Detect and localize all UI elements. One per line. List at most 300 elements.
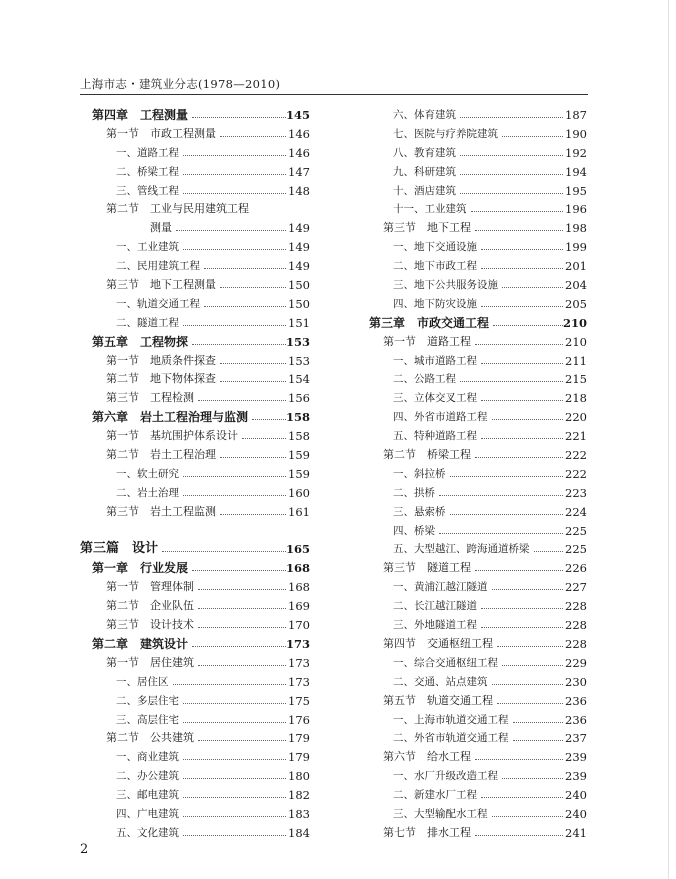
toc-entry-page: 154 [286, 370, 310, 389]
dot-leader [242, 438, 286, 439]
dot-leader [497, 703, 563, 704]
toc-entry-label: 第四章 工程测量 [92, 106, 190, 125]
toc-entry-item[interactable] [80, 824, 310, 843]
toc-entry-item[interactable] [80, 805, 310, 824]
toc-entry-item[interactable] [80, 748, 310, 767]
toc-entry-section[interactable] [357, 333, 587, 352]
toc-entry-page: 148 [286, 182, 310, 201]
toc-entry-section[interactable] [357, 219, 587, 238]
toc-entry-label: 三、管线工程 [116, 182, 181, 201]
dot-leader [183, 495, 286, 496]
toc-entry-page: 196 [563, 200, 587, 219]
toc-entry-item[interactable] [357, 503, 587, 522]
dot-leader [183, 816, 286, 817]
toc-entry-page: 227 [563, 578, 587, 597]
dot-leader [204, 306, 286, 307]
toc-entry-page: 192 [563, 144, 587, 163]
toc-entry-page: 182 [286, 786, 310, 805]
toc-entry-page: 194 [563, 163, 587, 182]
toc-entry-item[interactable] [357, 182, 587, 201]
toc-entry-page: 228 [563, 616, 587, 635]
dot-leader [492, 816, 563, 817]
toc-entry-item[interactable] [357, 200, 587, 219]
dot-leader [513, 722, 563, 723]
dot-leader [460, 193, 563, 194]
dot-leader [439, 495, 563, 496]
toc-entry-item[interactable] [80, 767, 310, 786]
dot-leader [220, 363, 286, 364]
toc-entry-label: 三、地下公共服务设施 [393, 276, 500, 295]
toc-entry-label: 第三节 隧道工程 [383, 559, 473, 578]
toc-entry-page: 165 [286, 540, 310, 559]
toc-entry-item[interactable] [357, 352, 587, 371]
toc-entry-item[interactable] [357, 729, 587, 748]
dot-leader [481, 249, 563, 250]
toc-entry-page: 201 [563, 257, 587, 276]
toc-entry-label: 一、地下交通设施 [393, 238, 479, 257]
toc-entry-page: 149 [286, 219, 310, 238]
toc-entry-label: 第五章 工程物探 [92, 333, 190, 352]
toc-entry-page: 159 [286, 465, 310, 484]
toc-entry-label: 一、水厂升级改造工程 [393, 767, 500, 786]
dot-leader [497, 646, 563, 647]
toc-entry-label: 四、广电建筑 [116, 805, 181, 824]
dot-leader [492, 589, 563, 590]
dot-leader [198, 608, 286, 609]
toc-entry-item[interactable] [357, 484, 587, 503]
toc-entry-page: 179 [286, 748, 310, 767]
toc-entry-item[interactable] [80, 692, 310, 711]
toc-entry-section[interactable] [357, 748, 587, 767]
toc-entry-section[interactable] [357, 635, 587, 654]
toc-entry-section[interactable] [357, 692, 587, 711]
dot-leader [183, 174, 286, 175]
toc-entry-label: 八、教育建筑 [393, 144, 458, 163]
toc-entry-label: 第三节 地下工程测量 [106, 276, 218, 295]
page-edge-line [668, 0, 669, 879]
dot-leader [439, 533, 563, 534]
toc-entry-section[interactable] [357, 824, 587, 843]
toc-entry-page: 221 [563, 427, 587, 446]
toc-entry-section[interactable] [357, 559, 587, 578]
toc-entry-label: 四、桥梁 [393, 522, 437, 541]
toc-entry-page: 184 [286, 824, 310, 843]
toc-entry-label: 第二节 企业队伍 [106, 597, 196, 616]
dot-leader [475, 230, 563, 231]
toc-entry-part[interactable] [80, 540, 310, 559]
toc-entry-label: 第三章 市政交通工程 [369, 314, 491, 333]
toc-entry-page: 169 [286, 597, 310, 616]
toc-entry-page: 222 [563, 446, 587, 465]
toc-entry-label: 七、医院与疗养院建筑 [393, 125, 500, 144]
toc-entry-page: 204 [563, 276, 587, 295]
toc-entry-label: 一、城市道路工程 [393, 352, 479, 371]
toc-entry-item[interactable] [357, 616, 587, 635]
toc-entry-item[interactable] [357, 238, 587, 257]
toc-entry-label: 二、长江越江隧道 [393, 597, 479, 616]
dot-leader [502, 665, 563, 666]
toc-entry-page: 176 [286, 711, 310, 730]
toc-entry-label: 五、大型越江、跨海通道桥梁 [393, 540, 532, 559]
toc-entry-page: 230 [563, 673, 587, 692]
toc-entry-page: 236 [563, 711, 587, 730]
toc-entry-page: 161 [286, 503, 310, 522]
toc-entry-page: 210 [563, 314, 587, 333]
toc-entry-label: 一、综合交通枢纽工程 [393, 654, 500, 673]
toc-entry-label: 第二节 公共建筑 [106, 729, 196, 748]
toc-entry-label: 二、隧道工程 [116, 314, 181, 333]
toc-entry-section[interactable] [80, 276, 310, 295]
toc-entry-page: 223 [563, 484, 587, 503]
toc-entry-page: 160 [286, 484, 310, 503]
toc-entry-section[interactable] [80, 503, 310, 522]
toc-entry-item[interactable] [357, 540, 587, 559]
toc-entry-label: 四、地下防灾设施 [393, 295, 479, 314]
toc-entry-section[interactable] [80, 446, 310, 465]
toc-entry-label: 第六节 给水工程 [383, 748, 473, 767]
toc-entry-label: 二、岩土治理 [116, 484, 181, 503]
dot-leader [502, 287, 563, 288]
toc-entry-label: 第二节 桥梁工程 [383, 446, 473, 465]
dot-leader [475, 457, 563, 458]
toc-entry-label: 一、软土研究 [116, 465, 181, 484]
dot-leader [183, 778, 286, 779]
toc-entry-item[interactable] [357, 257, 587, 276]
toc-entry-section[interactable] [80, 370, 310, 389]
toc-entry-page: 240 [563, 786, 587, 805]
dot-leader [183, 325, 286, 326]
toc-entry-page: 173 [286, 654, 310, 673]
toc-entry-item[interactable] [357, 125, 587, 144]
toc-entry-item[interactable] [80, 163, 310, 182]
toc-entry-label: 一、斜拉桥 [393, 465, 448, 484]
dot-leader [450, 514, 563, 515]
dot-leader [481, 363, 563, 364]
toc-entry-label: 一、轨道交通工程 [116, 295, 202, 314]
toc-entry-page: 179 [286, 729, 310, 748]
toc-entry-label: 二、新建水厂工程 [393, 786, 479, 805]
toc-entry-label: 二、民用建筑工程 [116, 257, 202, 276]
toc-entry-section[interactable] [80, 200, 310, 219]
toc-entry-page: 210 [563, 333, 587, 352]
toc-entry-page: 149 [286, 257, 310, 276]
toc-entry-item[interactable] [357, 465, 587, 484]
toc-spacer [80, 522, 310, 541]
toc-entry-item[interactable] [357, 370, 587, 389]
toc-entry-label: 第三节 工程检测 [106, 389, 196, 408]
toc-entry-page: 146 [286, 125, 310, 144]
dot-leader [252, 419, 286, 420]
toc-entry-page: 239 [563, 767, 587, 786]
dot-leader [492, 684, 563, 685]
dot-leader [198, 665, 286, 666]
dot-leader [502, 136, 563, 137]
toc-entry-label: 一、商业建筑 [116, 748, 181, 767]
toc-entry-cont[interactable] [80, 219, 310, 238]
toc-entry-item[interactable] [357, 673, 587, 692]
toc-entry-label: 二、桥梁工程 [116, 163, 181, 182]
dot-leader [220, 381, 286, 382]
toc-entry-chapter[interactable] [80, 106, 310, 125]
toc-entry-page: 183 [286, 805, 310, 824]
toc-entry-chapter[interactable] [80, 559, 310, 578]
toc-entry-label: 第一节 基坑围护体系设计 [106, 427, 240, 446]
toc-entry-item[interactable] [80, 182, 310, 201]
toc-entry-label: 六、体育建筑 [393, 106, 458, 125]
toc-entry-page: 153 [286, 352, 310, 371]
toc-entry-chapter[interactable] [80, 635, 310, 654]
toc-entry-label: 三、邮电建筑 [116, 786, 181, 805]
toc-entry-label: 三、悬索桥 [393, 503, 448, 522]
toc-entry-page: 146 [286, 144, 310, 163]
toc-entry-page: 236 [563, 692, 587, 711]
toc-entry-label: 三、大型输配水工程 [393, 805, 490, 824]
toc-entry-label: 十、酒店建筑 [393, 182, 458, 201]
dot-leader [198, 627, 286, 628]
toc-entry-label: 第一节 管理体制 [106, 578, 196, 597]
toc-entry-page: 173 [286, 635, 310, 654]
toc-entry-label: 第六章 岩土工程治理与监测 [92, 408, 250, 427]
toc-entry-item[interactable] [357, 805, 587, 824]
toc-entry-page: 168 [286, 559, 310, 578]
header-rule [80, 94, 588, 95]
toc-entry-item[interactable] [80, 295, 310, 314]
toc-entry-label: 二、拱桥 [393, 484, 437, 503]
toc-entry-label: 三、外地隧道工程 [393, 616, 479, 635]
toc-entry-label: 第一节 居住建筑 [106, 654, 196, 673]
toc-entry-item[interactable] [357, 522, 587, 541]
dot-leader [475, 344, 563, 345]
toc-entry-item[interactable] [357, 597, 587, 616]
toc-entry-page: 173 [286, 673, 310, 692]
toc-entry-item[interactable] [357, 144, 587, 163]
toc-entry-item[interactable] [357, 578, 587, 597]
dot-leader [192, 117, 286, 118]
toc-entry-label: 第三节 设计技术 [106, 616, 196, 635]
toc-entry-page: 195 [563, 182, 587, 201]
toc-entry-page: 180 [286, 767, 310, 786]
toc-entry-label: 第五节 轨道交通工程 [383, 692, 495, 711]
toc-entry-label: 五、文化建筑 [116, 824, 181, 843]
dot-leader [471, 211, 563, 212]
toc-entry-label: 第二章 建筑设计 [92, 635, 190, 654]
dot-leader [198, 589, 286, 590]
toc-entry-section[interactable] [80, 352, 310, 371]
dot-leader [502, 778, 563, 779]
toc-entry-page: 190 [563, 125, 587, 144]
dot-leader [460, 117, 563, 118]
toc-entry-label: 二、外省市轨道交通工程 [393, 729, 511, 748]
toc-entry-label: 第二节 地下物体探查 [106, 370, 218, 389]
dot-leader [183, 193, 286, 194]
toc-entry-page: 228 [563, 635, 587, 654]
toc-entry-item[interactable] [357, 767, 587, 786]
dot-leader [183, 759, 286, 760]
toc-entry-label: 第三篇 设计 [80, 540, 160, 559]
toc-entry-label: 第二节 岩土工程治理 [106, 446, 218, 465]
toc-entry-label: 五、特种道路工程 [393, 427, 479, 446]
toc-entry-item[interactable] [80, 257, 310, 276]
toc-column-left [80, 106, 310, 843]
toc-entry-item[interactable] [357, 786, 587, 805]
dot-leader [204, 268, 286, 269]
dot-leader [481, 608, 563, 609]
toc-entry-page: 147 [286, 163, 310, 182]
toc-entry-section[interactable] [80, 729, 310, 748]
toc-entry-section[interactable] [80, 125, 310, 144]
toc-entry-page: 228 [563, 597, 587, 616]
toc-entry-label: 二、办公建筑 [116, 767, 181, 786]
dot-leader [192, 570, 286, 571]
toc-entry-item[interactable] [357, 295, 587, 314]
toc-entry-label: 二、交通、站点建筑 [393, 673, 490, 692]
toc-entry-item[interactable] [357, 427, 587, 446]
toc-entry-page: 187 [563, 106, 587, 125]
toc-entry-label: 三、立体交叉工程 [393, 389, 479, 408]
toc-entry-page: 150 [286, 295, 310, 314]
toc-entry-label: 第七节 排水工程 [383, 824, 473, 843]
toc-entry-page: 215 [563, 370, 587, 389]
toc-entry-label: 第三节 地下工程 [383, 219, 473, 238]
toc-entry-label: 二、地下市政工程 [393, 257, 479, 276]
toc-entry-page: 149 [286, 238, 310, 257]
toc-entry-page: 158 [286, 408, 310, 427]
toc-entry-item[interactable] [80, 673, 310, 692]
dot-leader [183, 722, 286, 723]
dot-leader [183, 703, 286, 704]
toc-entry-label: 二、公路工程 [393, 370, 458, 389]
toc-entry-label: 九、科研建筑 [393, 163, 458, 182]
toc-entry-page: 240 [563, 805, 587, 824]
dot-leader [183, 835, 286, 836]
toc-entry-chapter[interactable] [357, 314, 587, 333]
toc-entry-label: 一、上海市轨道交通工程 [393, 711, 511, 730]
dot-leader [176, 230, 286, 231]
toc-entry-section[interactable] [80, 616, 310, 635]
dot-leader [481, 627, 563, 628]
toc-entry-label: 第四节 交通枢纽工程 [383, 635, 495, 654]
toc-entry-item[interactable] [357, 106, 587, 125]
dot-leader [183, 476, 286, 477]
toc-entry-page: 241 [563, 824, 587, 843]
dot-leader [460, 174, 563, 175]
toc-entry-item[interactable] [80, 484, 310, 503]
toc-entry-section[interactable] [80, 597, 310, 616]
toc-entry-label: 一、居住区 [116, 673, 171, 692]
toc-entry-section[interactable] [80, 427, 310, 446]
toc-entry-label: 一、道路工程 [116, 144, 181, 163]
dot-leader [481, 268, 563, 269]
dot-leader [481, 400, 563, 401]
toc-entry-label: 第一节 地质条件探查 [106, 352, 218, 371]
toc-entry-page: 198 [563, 219, 587, 238]
toc-column-right [357, 106, 587, 843]
dot-leader [450, 476, 563, 477]
toc-entry-page: 199 [563, 238, 587, 257]
toc-entry-label: 四、外省市道路工程 [393, 408, 490, 427]
toc-entry-chapter[interactable] [80, 333, 310, 352]
toc-entry-page: 151 [286, 314, 310, 333]
dot-leader [198, 740, 286, 741]
toc-entry-item[interactable] [80, 144, 310, 163]
dot-leader [492, 419, 563, 420]
toc-entry-item[interactable] [80, 314, 310, 333]
toc-entry-page: 145 [286, 106, 310, 125]
toc-entry-page: 153 [286, 333, 310, 352]
toc-entry-page: 211 [563, 352, 587, 371]
toc-entry-label: 二、多层住宅 [116, 692, 181, 711]
toc-entry-label: 第一节 市政工程测量 [106, 125, 218, 144]
dot-leader [183, 797, 286, 798]
toc-entry-item[interactable] [80, 465, 310, 484]
toc-entry-page: 239 [563, 748, 587, 767]
toc-entry-page: 218 [563, 389, 587, 408]
toc-entry-page: 156 [286, 389, 310, 408]
toc-entry-label: 第三节 岩土工程监测 [106, 503, 218, 522]
toc-entry-page: 168 [286, 578, 310, 597]
dot-leader [220, 457, 286, 458]
toc-entry-item[interactable] [80, 786, 310, 805]
toc-entry-page: 225 [563, 522, 587, 541]
toc-entry-section[interactable] [357, 446, 587, 465]
toc-entry-page: 150 [286, 276, 310, 295]
dot-leader [481, 797, 563, 798]
toc-entry-page: 205 [563, 295, 587, 314]
toc-entry-item[interactable] [80, 238, 310, 257]
toc-entry-section[interactable] [80, 389, 310, 408]
toc-entry-page: 226 [563, 559, 587, 578]
toc-entry-item[interactable] [80, 711, 310, 730]
toc-entry-item[interactable] [357, 654, 587, 673]
toc-entry-label: 第一章 行业发展 [92, 559, 190, 578]
toc-entry-section[interactable] [80, 654, 310, 673]
toc-entry-page: 175 [286, 692, 310, 711]
dot-leader [173, 684, 286, 685]
toc-entry-item[interactable] [357, 276, 587, 295]
toc-entry-item[interactable] [357, 163, 587, 182]
toc-entry-item[interactable] [357, 408, 587, 427]
dot-leader [192, 646, 286, 647]
toc-entry-page: 220 [563, 408, 587, 427]
toc-entry-label: 测量 [150, 219, 174, 238]
toc-entry-item[interactable] [357, 711, 587, 730]
dot-leader [460, 155, 563, 156]
toc-entry-page: 159 [286, 446, 310, 465]
dot-leader [183, 249, 286, 250]
dot-leader [162, 551, 286, 552]
toc-entry-section[interactable] [80, 578, 310, 597]
toc-entry-label: 三、高层住宅 [116, 711, 181, 730]
toc-entry-chapter[interactable] [80, 408, 310, 427]
dot-leader [460, 381, 563, 382]
toc-entry-label: 一、工业建筑 [116, 238, 181, 257]
toc-entry-page: 158 [286, 427, 310, 446]
toc-entry-label: 十一、工业建筑 [393, 200, 469, 219]
toc-entry-item[interactable] [357, 389, 587, 408]
dot-leader [534, 551, 563, 552]
dot-leader [220, 287, 286, 288]
dot-leader [220, 514, 286, 515]
running-head: 上海市志・建筑业分志(1978—2010) [80, 77, 281, 91]
toc-entry-page: 229 [563, 654, 587, 673]
page-number: 2 [80, 842, 89, 857]
dot-leader [475, 835, 563, 836]
dot-leader [192, 344, 286, 345]
dot-leader [475, 759, 563, 760]
dot-leader [481, 438, 563, 439]
dot-leader [493, 325, 563, 326]
toc-entry-page: 237 [563, 729, 587, 748]
